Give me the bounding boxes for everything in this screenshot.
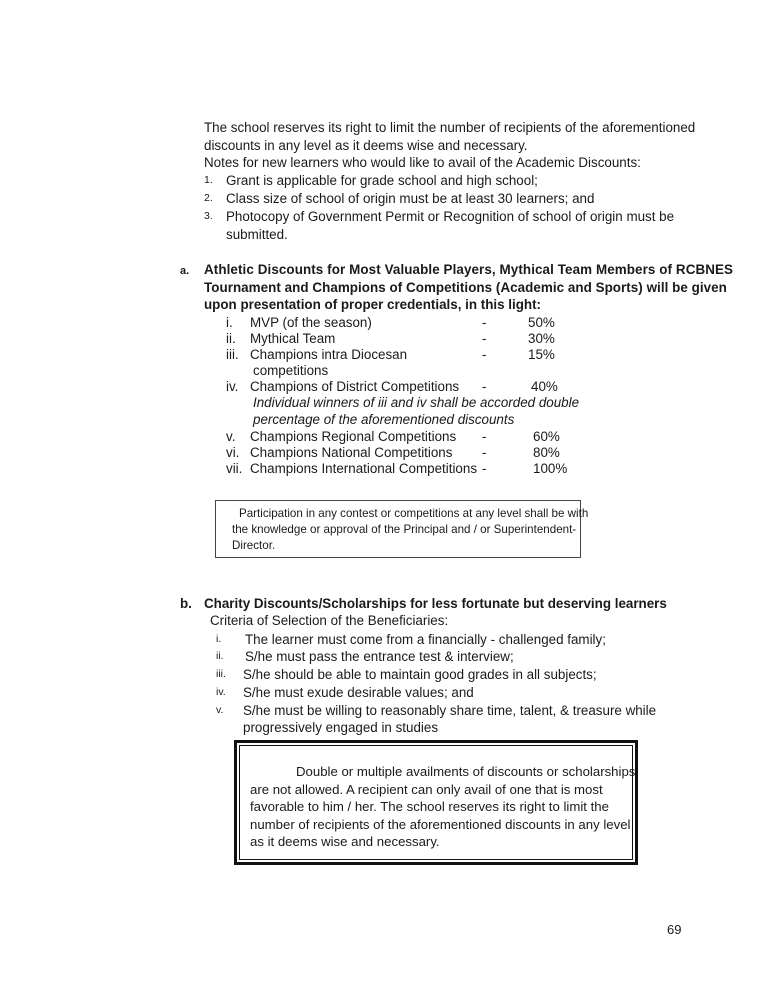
row-dash: -: [482, 347, 487, 362]
row-number: iii.: [226, 347, 239, 362]
italic-note-line: percentage of the aforementioned discounts: [253, 411, 515, 427]
intro-line: discounts in any level as it deems wise and necessary.: [204, 137, 528, 153]
row-percent: 100%: [533, 461, 568, 476]
availment-notice-inner: [239, 745, 636, 860]
notice-line: are not allowed. A recipient can only avail of one that is most: [250, 781, 603, 797]
note-text-continued: submitted.: [226, 227, 288, 242]
row-label: Champions National Competitions: [250, 445, 453, 460]
notice-line: Participation in any contest or competitions at any level shall be with: [239, 507, 589, 520]
section-marker-b: b.: [180, 596, 192, 611]
criteria-text: S/he must exude desirable values; and: [243, 685, 474, 700]
row-number: v.: [226, 429, 236, 444]
row-percent: 15%: [528, 347, 555, 362]
criteria-number: ii.: [216, 650, 224, 662]
notes-heading: Notes for new learners who would like to avail of the Academic Discounts:: [204, 155, 641, 170]
athletic-heading-line: upon presentation of proper credentials, in this light:: [204, 297, 542, 312]
criteria-heading: Criteria of Selection of the Beneficiaries:: [210, 613, 449, 628]
notice-line: Double or multiple availments of discounts or scholarships: [296, 764, 636, 779]
row-dash: -: [482, 379, 487, 394]
notice-line: Director.: [232, 539, 276, 552]
criteria-text: The learner must come from a financially - challenged family;: [245, 632, 606, 647]
notice-line: number of recipients of the aforementioned discounts in any level: [250, 816, 631, 832]
section-marker-a: a.: [180, 265, 190, 277]
row-number: ii.: [226, 331, 236, 346]
note-number: 3.: [204, 210, 213, 222]
page-number: 69: [667, 922, 682, 937]
intro-line: The school reserves its right to limit the number of recipients of the aforementioned: [204, 120, 696, 135]
participation-notice-box: [215, 500, 589, 558]
criteria-text: S/he should be able to maintain good grades in all subjects;: [243, 667, 597, 682]
row-dash: -: [482, 429, 487, 444]
criteria-number: i.: [216, 633, 222, 645]
row-percent: 80%: [533, 445, 560, 460]
row-label: Champions International Competitions: [250, 461, 478, 476]
row-dash: -: [482, 461, 487, 476]
notice-line: favorable to him / her. The school reserves its right to limit the: [250, 799, 609, 814]
note-number: 1.: [204, 174, 213, 186]
availment-notice-box: [234, 740, 638, 865]
note-number: 2.: [204, 192, 213, 204]
row-number: iv.: [226, 379, 239, 394]
italic-note-line: Individual winners of iii and iv shall be accorded double: [253, 395, 580, 410]
row-percent: 60%: [533, 429, 560, 444]
athletic-heading-line: Tournament and Champions of Competitions (Academic and Sports) will be given: [204, 279, 727, 295]
criteria-number: v.: [216, 704, 224, 716]
criteria-number: iv.: [216, 686, 226, 698]
notice-line: the knowledge or approval of the Principal and / or Superintendent-: [232, 523, 577, 536]
row-number: vii.: [226, 461, 243, 476]
row-label: Champions intra Diocesan: [250, 347, 408, 362]
athletic-italic-note: [253, 394, 579, 428]
row-dash: -: [482, 315, 487, 330]
criteria-text: S/he must be willing to reasonably share time, talent, & treasure while: [243, 703, 657, 718]
row-number: vi.: [226, 445, 240, 460]
note-text: Class size of school of origin must be at least 30 learners; and: [226, 191, 595, 206]
criteria-number: iii.: [216, 668, 226, 680]
criteria-text-continued: progressively engaged in studies: [243, 720, 439, 735]
row-percent: 50%: [528, 315, 555, 330]
criteria-text: S/he must pass the entrance test & interview;: [245, 649, 514, 664]
note-text: Grant is applicable for grade school and high school;: [226, 173, 538, 188]
row-label: Champions Regional Competitions: [250, 429, 457, 444]
athletic-heading-line: Athletic Discounts for Most Valuable Players, Mythical Team Members of RCBNES: [204, 262, 734, 277]
notice-line: as it deems wise and necessary.: [250, 834, 440, 849]
row-label: Mythical Team: [250, 331, 336, 346]
row-percent: 30%: [528, 331, 555, 346]
row-label: Champions of District Competitions: [250, 379, 460, 394]
charity-heading: Charity Discounts/Scholarships for less fortunate but deserving learners: [204, 596, 667, 611]
row-label-continued: competitions: [253, 363, 329, 378]
row-dash: -: [482, 331, 487, 346]
row-dash: -: [482, 445, 487, 460]
intro-paragraph: [204, 119, 695, 172]
athletic-heading: [204, 261, 734, 314]
row-number: i.: [226, 315, 233, 330]
note-text: Photocopy of Government Permit or Recognition of school of origin must be: [226, 209, 675, 224]
row-percent: 40%: [531, 379, 558, 394]
row-label: MVP (of the season): [250, 315, 372, 330]
